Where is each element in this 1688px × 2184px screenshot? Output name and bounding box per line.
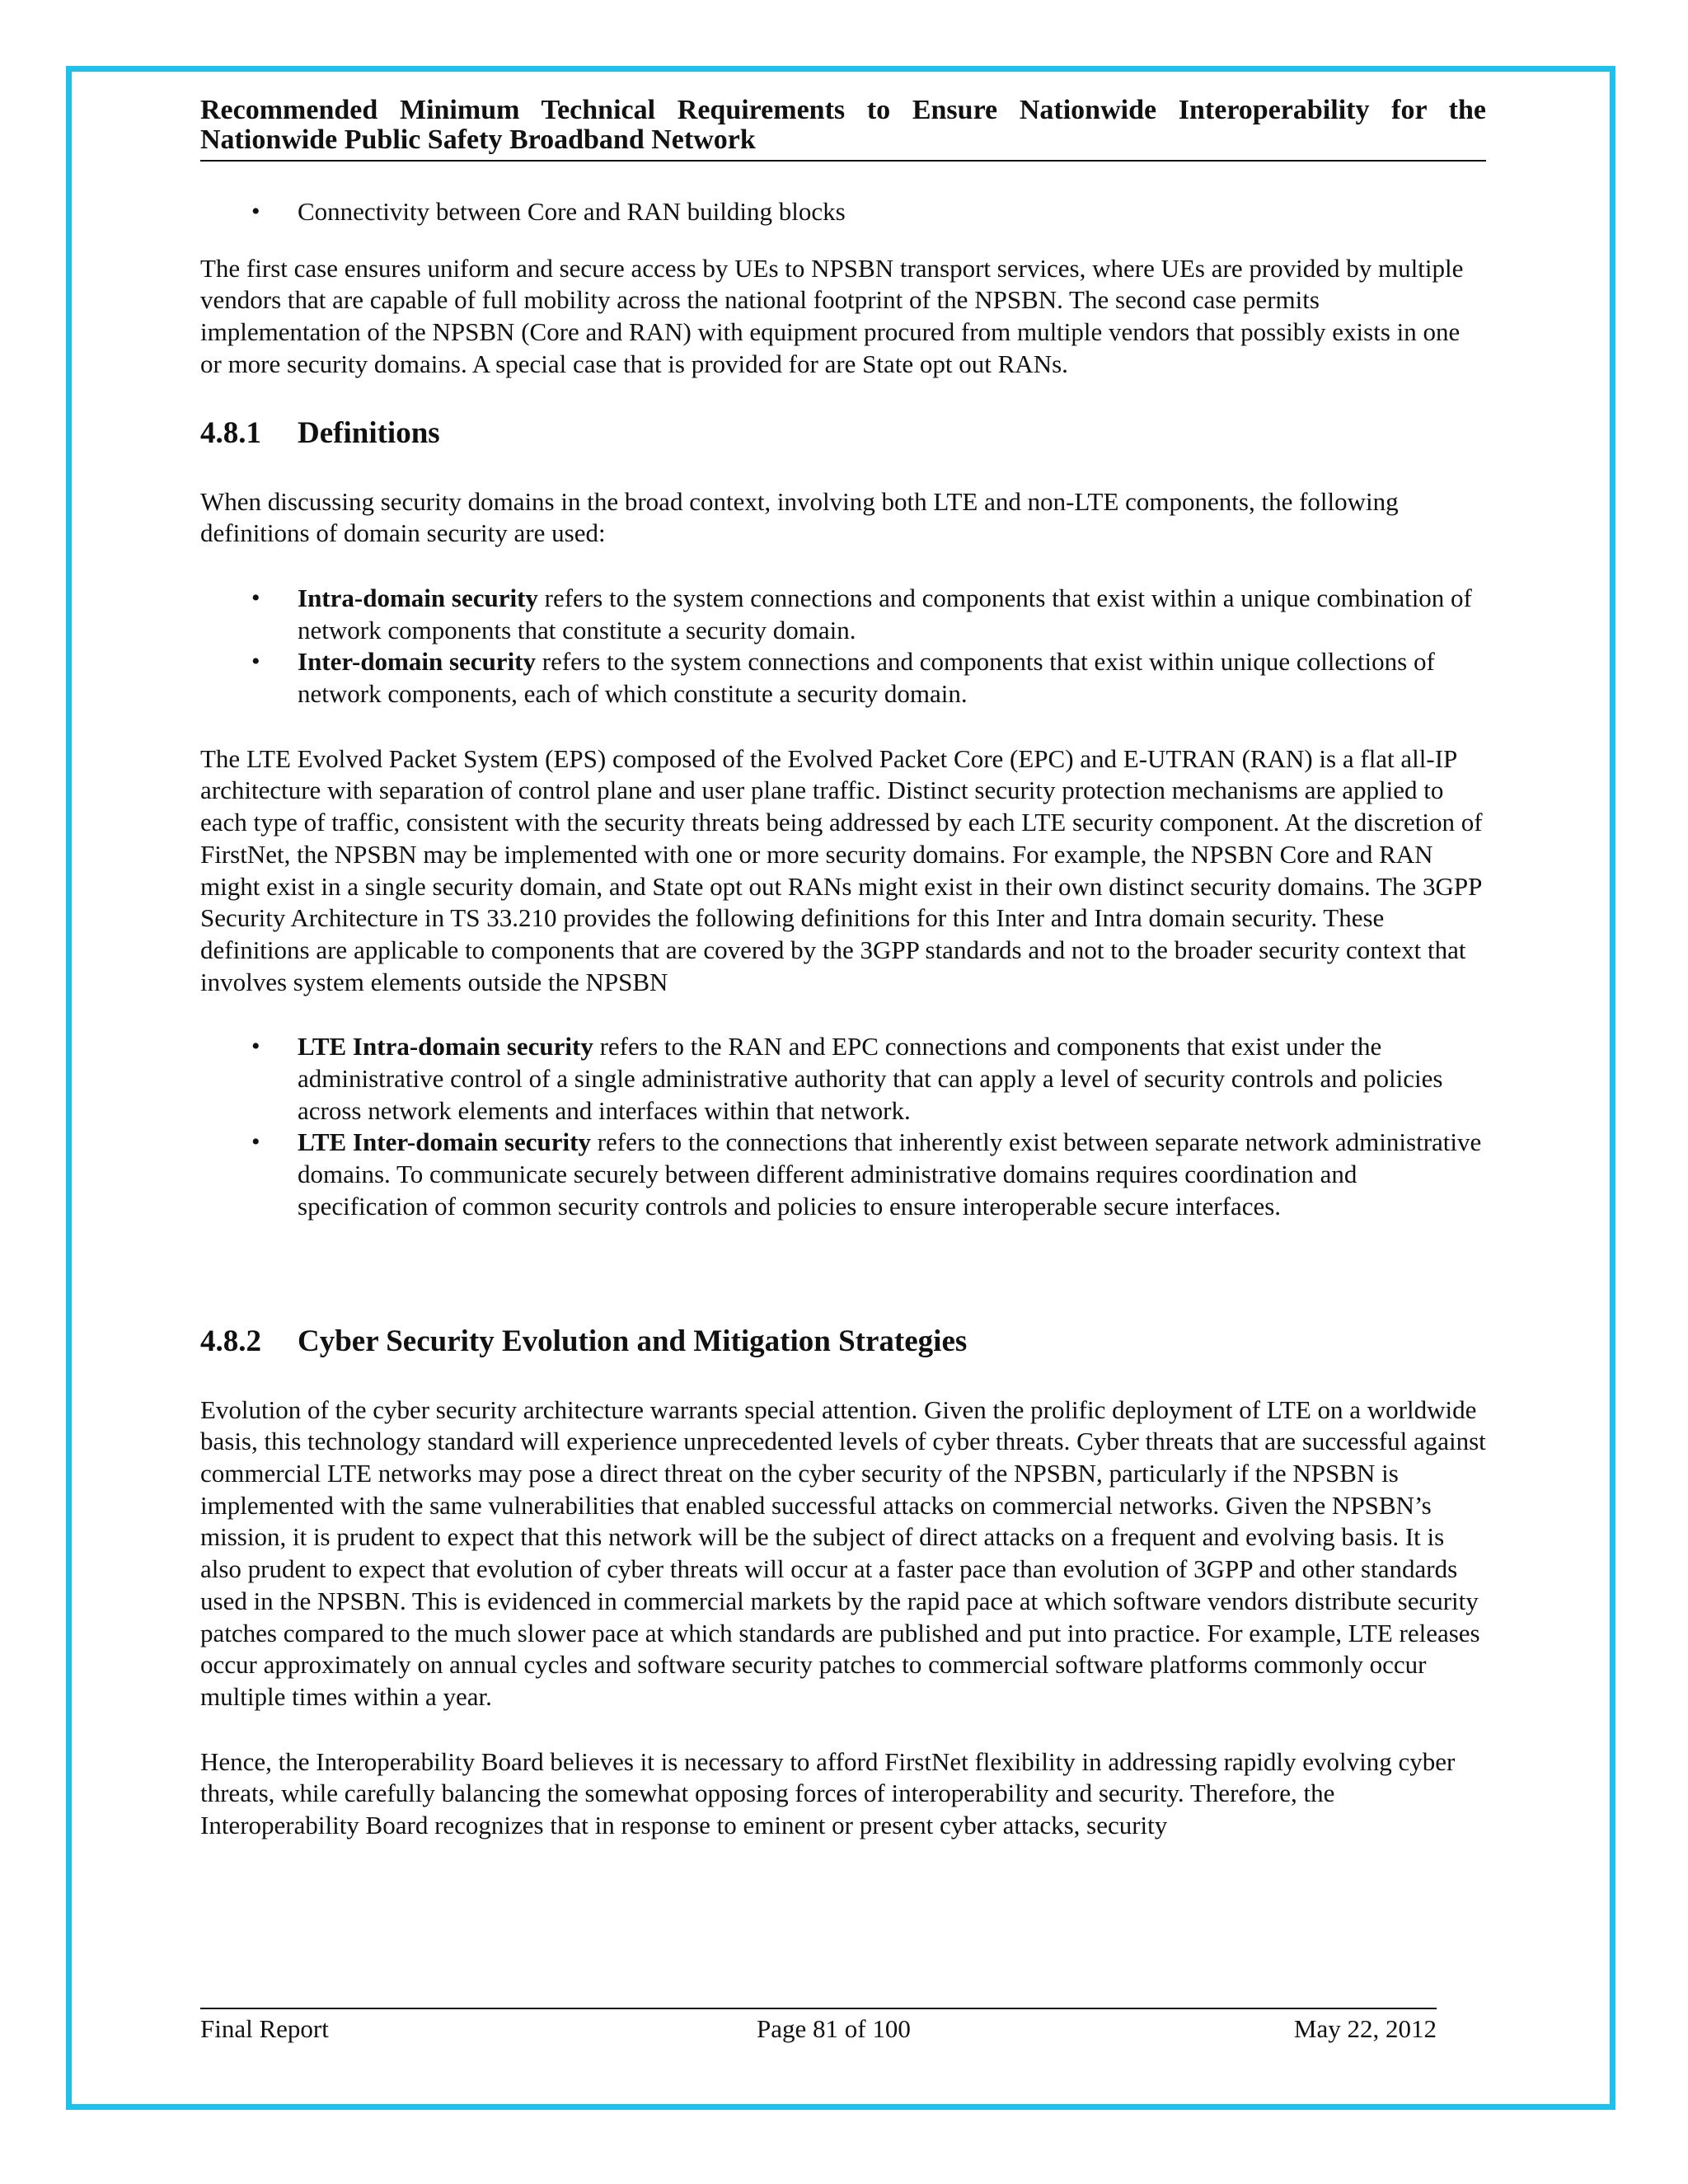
domain-definition-list (200, 583, 1486, 710)
intro-bullet-list (200, 196, 1486, 228)
page-footer (200, 2008, 1437, 2047)
list-item-text: Connectivity between Core and RAN building blocks (298, 197, 846, 226)
list-item (200, 1127, 1486, 1222)
document-title (200, 96, 1486, 155)
paragraph-definitions-intro: When discussing security domains in the broad context, involving both LTE and non-LTE components, the following definitions of domain security are used: (200, 486, 1399, 548)
bullet-icon: • (251, 198, 260, 225)
bullet-icon: • (251, 1033, 260, 1061)
section-number: 4.8.2 (200, 1324, 261, 1358)
definition-term: Inter-domain security (298, 647, 537, 677)
footer-report-name: Final Report (200, 2014, 329, 2043)
paragraph-cases: The first case ensures uniform and secure access by UEs to NPSBN transport services, where UEs are provided by multiple vendors that are capable of full mobility across the national footprint of the NPSBN. The second case permits implementation of the NPSBN (Core and RAN) with equipment procured from multiple vendors that possibly exists in one or more security domains. A special case that is provided for are State opt out RANs. (200, 253, 1464, 378)
footer-date: May 22, 2012 (1293, 2014, 1437, 2043)
bullet-icon: • (251, 648, 260, 676)
section-heading-4-8-1 (200, 415, 1486, 452)
paragraph-evolution: Evolution of the cyber security architecture warrants special attention. Given the prolific deployment of LTE on a worldwide basis, this technology standard will experience unprecedented levels of cyber threats. Cyber threats that are successful against commercial LTE networks may pose a direct threat on the cyber security of the NPSBN, particularly if the NPSBN is implemented with the same vulnerabilities that enabled successful attacks on commercial networks. Given the NPSBN’s mission, it is prudent to expect that this network will be the subject of direct attacks on a frequent and evolving basis. It is also prudent to expect that evolution of cyber threats will occur at a faster pace than evolution of 3GPP and other standards used in the NPSBN. This is evidenced in commercial markets by the rapid pace at which software vendors distribute security patches compared to the much slower pace at which standards are published and put into practice. For example, LTE releases occur approximately on annual cycles and software security patches to commercial software platforms commonly occur multiple times within a year. (200, 1394, 1486, 1711)
definition-text: refers to the RAN and EPC connections and components that exist under the administrative control of a single administrative authority that can apply a level of security controls and policies across network elements and interfaces within that network. (298, 1032, 1443, 1125)
section-number: 4.8.1 (200, 415, 261, 450)
section-title: Definitions (298, 415, 440, 450)
section-title: Cyber Security Evolution and Mitigation Strategies (298, 1324, 968, 1358)
bullet-icon: • (251, 583, 260, 612)
bullet-icon: • (251, 1128, 260, 1156)
definition-text: refers to the connections that inherently exist between separate network administrative domains. To communicate securely between different administrative domains requires coordination and specification of common security controls and policies to ensure interoperable secure interfaces. (298, 1127, 1482, 1221)
page-body (200, 196, 1486, 1842)
paragraph-hence: Hence, the Interoperability Board believes it is necessary to afford FirstNet flexibility in addressing rapidly evolving cyber threats, while carefully balancing the somewhat opposing forces of interoperability and security. Therefore, the Interoperability Board recognizes that in response to eminent or present cyber attacks, security (200, 1746, 1456, 1840)
document-title-line2: Nationwide Public Safety Broadband Network (200, 124, 756, 155)
definition-term: LTE Intra-domain security (298, 1032, 593, 1062)
definition-term: LTE Inter-domain security (298, 1127, 591, 1157)
list-item (200, 646, 1486, 710)
footer-page-number: Page 81 of 100 (757, 2014, 911, 2043)
section-heading-4-8-2 (200, 1324, 1486, 1360)
list-item (200, 583, 1486, 646)
document-title-line1: Recommended Minimum Technical Requirements to Ensure Nationwide Interoperability for the (200, 95, 1486, 125)
definition-term: Intra-domain security (298, 583, 538, 612)
definition-text: refers to the system connections and components that exist within a unique combination of network components that constitute a security domain. (298, 583, 1472, 644)
lte-definition-list (200, 1031, 1486, 1222)
paragraph-eps: The LTE Evolved Packet System (EPS) composed of the Evolved Packet Core (EPC) and E-UTRAN (RAN) is a flat all-IP architecture with separation of control plane and user plane traffic. Distinct security protection mechanisms are applied to each type of traffic, consistent with the security threats being addressed by each LTE security component. At the discretion of FirstNet, the NPSBN may be implemented with one or more security domains. For example, the NPSBN Core and RAN might exist in a single security domain, and State opt out RANs might exist in their own distinct security domains. The 3GPP Security Architecture in TS 33.210 provides the following definitions for this Inter and Intra domain security. These definitions are applicable to components that are covered by the 3GPP standards and not to the broader security context that involves system elements outside the NPSBN (200, 743, 1483, 996)
list-item (200, 1031, 1486, 1127)
running-header (200, 96, 1486, 162)
list-item (200, 196, 1486, 228)
definition-text: refers to the system connections and components that exist within unique collections of network components, each of which constitute a security domain. (298, 647, 1435, 709)
